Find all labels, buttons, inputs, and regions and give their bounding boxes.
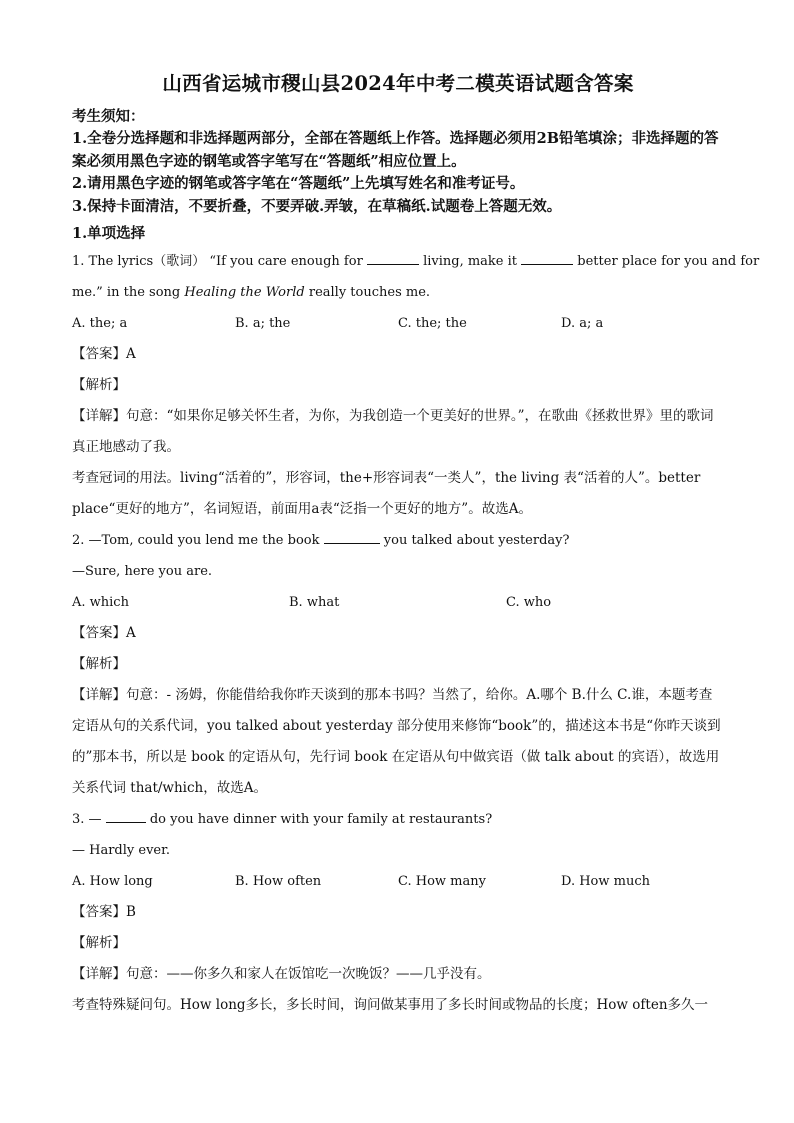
option-a: A. the; a — [72, 316, 128, 331]
question-3-reply: — Hardly ever. — [72, 843, 171, 858]
option-a: A. which — [72, 595, 129, 610]
analysis-label: 【解析】 — [72, 377, 126, 393]
answer-blank — [367, 252, 419, 265]
song-title: Healing the World — [184, 285, 305, 300]
option-d: D. a; a — [561, 316, 604, 331]
question-3-stem — [72, 804, 724, 835]
q1-stem-part: living, make it — [423, 254, 518, 269]
option-d: D. How much — [561, 874, 651, 889]
option-b: B. what — [289, 595, 340, 610]
answer-blank — [106, 810, 146, 823]
section-title: 1.单项选择 — [72, 225, 146, 242]
question-2-stem — [72, 525, 724, 556]
detail-text: 【详解】句意：——你多久和家人在饭馆吃一次晚饭？——几乎没有。 — [72, 966, 491, 982]
notice-item: 3.保持卡面清洁，不要折叠，不要弄破.弄皱，在草稿纸.试题卷上答题无效。 — [72, 197, 562, 215]
q1-stem-part: me.” in the song — [72, 285, 181, 300]
detail-text: 【详解】句意：- 汤姆，你能借给我你昨天谈到的那本书吗？当然了，给你。A.哪个 B.什么 C.谁，本题考查定语从句的关系代词，you talked about yesterday 部分使用来修饰“book”的，描述这本书是“你昨天谈到的”那本书，所以是 book 的定语从句，先行词 book 在定语从句中做宾语（做 talk about 的宾语），故选用关系代词 that/which，故选A。 — [72, 687, 721, 796]
question-3-options — [72, 866, 724, 897]
notice-heading: 考生须知： — [72, 108, 145, 125]
option-c: C. who — [506, 595, 552, 610]
notice-item: 2.请用黑色字迹的钢笔或答字笔在“答题纸”上先填写姓名和准考证号。 — [72, 175, 525, 192]
q3-stem-part: 3. — — [72, 812, 102, 827]
question-1-stem — [72, 246, 760, 277]
q3-stem-part: do you have dinner with your family at restaurants? — [149, 812, 493, 827]
detail-text: 【详解】句意：“如果你足够关怀生者，为你，为我创造一个更美好的世界。”，在歌曲《拯救世界》里的歌词真正地感动了我。 — [72, 408, 714, 455]
detail-text: 考查冠词的用法。living“活着的”，形容词，the+形容词表“一类人”，the living 表“活着的人”。better place“更好的地方”，名词短语，前面用a表“泛指一个更好的地方”。故选A。 — [72, 470, 701, 517]
question-2-options — [72, 587, 724, 618]
question-1-options — [72, 308, 724, 339]
answer-label: 【答案】A — [72, 625, 136, 641]
answer-blank — [521, 252, 573, 265]
analysis-label: 【解析】 — [72, 656, 126, 672]
option-c: C. How many — [398, 874, 486, 889]
answer-label: 【答案】A — [72, 346, 136, 362]
q1-stem-part: 1. The lyrics（歌词） “If you care enough for — [72, 254, 363, 269]
answer-label: 【答案】B — [72, 904, 136, 920]
analysis-label: 【解析】 — [72, 935, 126, 951]
detail-text: 考查特殊疑问句。How long多长，多长时间，询问做某事用了多长时间或物品的长度；How often多久一 — [72, 997, 709, 1013]
notice-item: 1.全卷分选择题和非选择题两部分，全部在答题纸上作答。选择题必须用2B铅笔填涂；非选择题的答案必须用黑色字迹的钢笔或答字笔写在“答题纸”相应位置上。 — [72, 130, 719, 170]
option-c: C. the; the — [398, 316, 467, 331]
question-1-stem-cont — [72, 277, 724, 308]
q1-stem-part: really touches me. — [308, 285, 431, 300]
document-page — [72, 68, 760, 1021]
answer-blank — [324, 531, 380, 544]
question-2-reply: —Sure, here you are. — [72, 564, 213, 579]
option-a: A. How long — [72, 874, 153, 889]
option-b: B. How often — [235, 874, 322, 889]
q2-stem-part: 2. —Tom, could you lend me the book — [72, 533, 320, 548]
q1-stem-part: better place for you and for — [577, 254, 760, 269]
page-title: 山西省运城市稷山县2024年中考二模英语试题含答案 — [162, 72, 634, 95]
q2-stem-part: you talked about yesterday? — [383, 533, 570, 548]
option-b: B. a; the — [235, 316, 291, 331]
